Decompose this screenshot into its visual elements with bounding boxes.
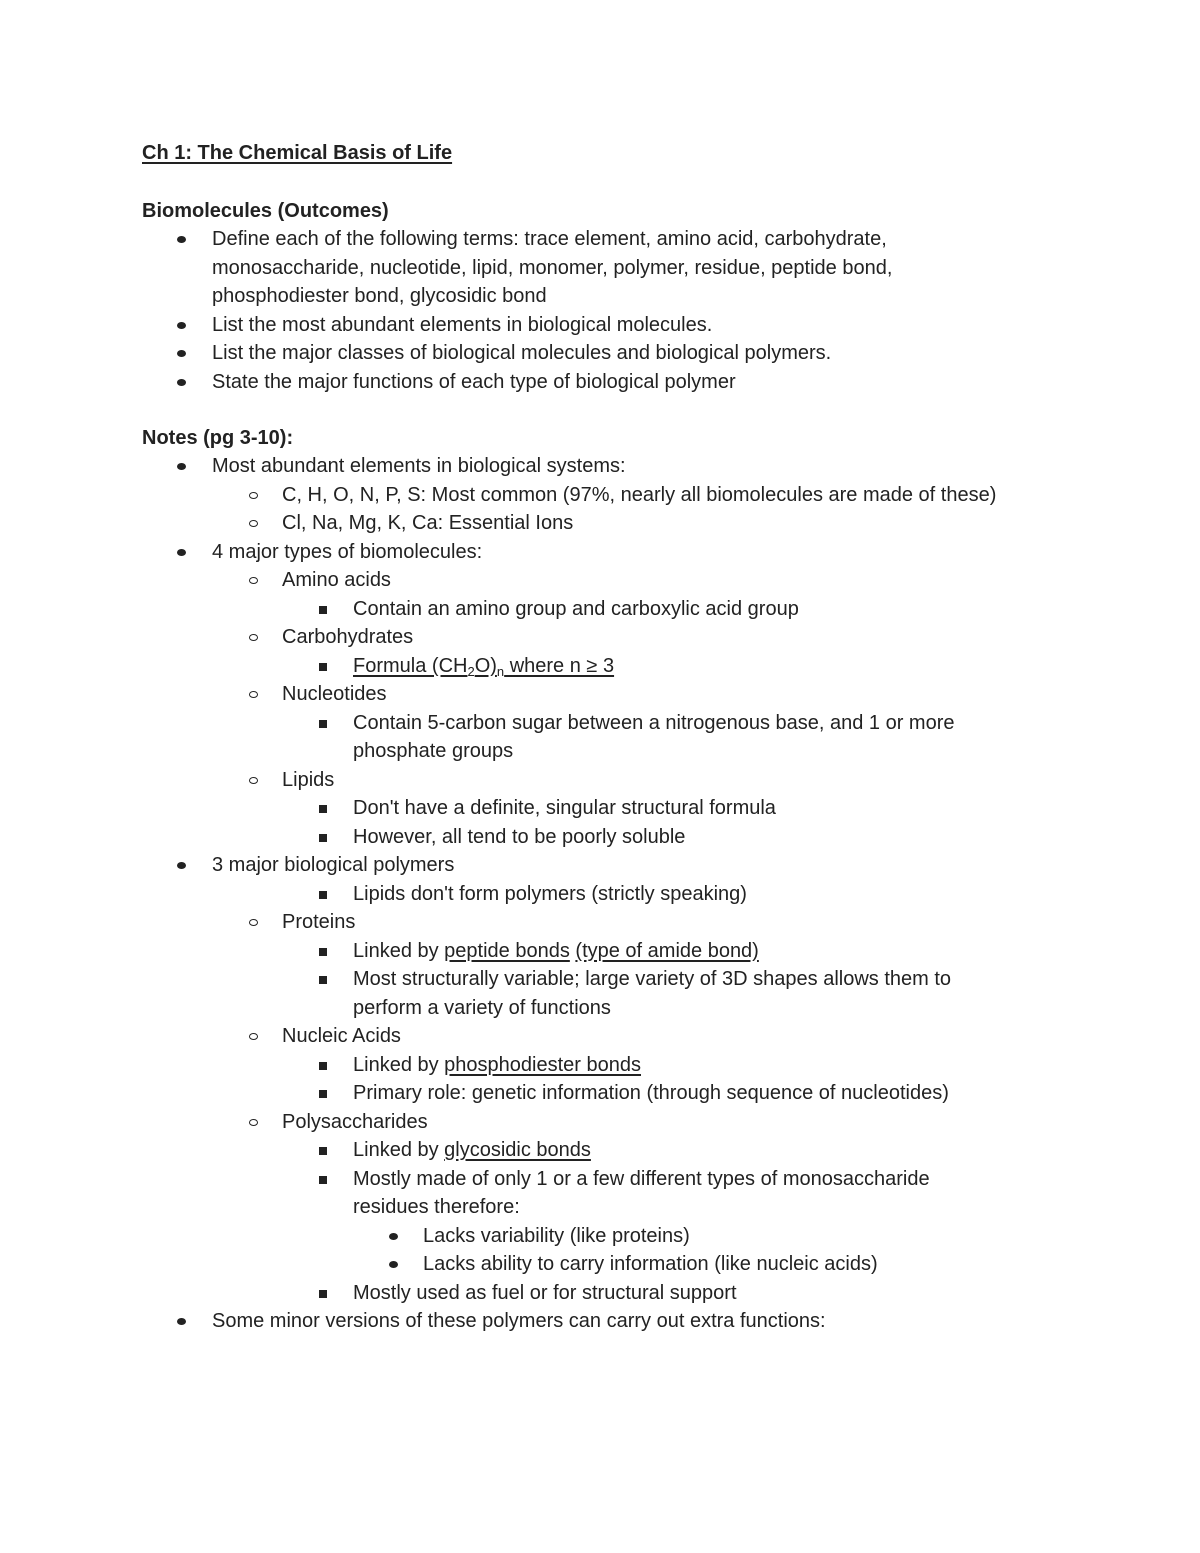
list-item: Don't have a definite, singular structural formula: [142, 794, 1102, 823]
list-item: Proteins: [142, 908, 1102, 937]
list-item: Most abundant elements in biological systems:: [142, 452, 1102, 481]
list-item: 3 major biological polymers: [142, 851, 1102, 880]
bullet-square-icon: [319, 805, 327, 813]
bullet-circle-icon: [249, 1033, 258, 1040]
list-item: Lacks variability (like proteins): [142, 1222, 1102, 1251]
list-item: 4 major types of biomolecules:: [142, 538, 1102, 567]
bullet-square-icon: [319, 720, 327, 728]
list-item: Mostly made of only 1 or a few different types of monosaccharide: [142, 1165, 1102, 1194]
bullet-disc-icon: [177, 1318, 186, 1325]
bullet-circle-icon: [249, 1119, 258, 1126]
bullet-circle-icon: [249, 919, 258, 926]
list-item-formula: Formula $(CH_2O)_n$ where n ≥ 3: [142, 652, 1102, 681]
bullet-disc-icon: [177, 379, 186, 386]
list-item: Cl, Na, Mg, K, Ca: Essential Ions: [142, 509, 1102, 538]
list-item: Nucleotides: [142, 680, 1102, 709]
list-item: However, all tend to be poorly soluble: [142, 823, 1102, 852]
list-item: Polysaccharides: [142, 1108, 1102, 1137]
list-item: Contain 5-carbon sugar between a nitrogenous base, and 1 or more: [142, 709, 1102, 738]
list-item-continuation: perform a variety of functions: [353, 996, 611, 1019]
bullet-circle-icon: [249, 634, 258, 641]
underlined-term: peptide bonds: [444, 939, 570, 962]
list-item: Most structurally variable; large variety of 3D shapes allows them to: [142, 965, 1102, 994]
list-item: State the major functions of each type of biological polymer: [142, 368, 1102, 397]
bullet-square-icon: [319, 976, 327, 984]
bullet-square-icon: [319, 834, 327, 842]
underlined-term: glycosidic bonds: [444, 1139, 591, 1161]
bullet-square-icon: [319, 1090, 327, 1098]
bullet-disc-icon: [177, 236, 186, 243]
bullet-disc-icon: [389, 1261, 398, 1268]
list-item: Some minor versions of these polymers can carry out extra functions:: [142, 1307, 1102, 1336]
list-item-continuation: monosaccharide, nucleotide, lipid, monomer, polymer, residue, peptide bond,: [212, 256, 893, 279]
bullet-square-icon: [319, 663, 327, 671]
bullet-disc-icon: [177, 549, 186, 556]
bullet-circle-icon: [249, 520, 258, 527]
list-item: C, H, O, N, P, S: Most common (97%, nearly all biomolecules are made of these): [142, 481, 1102, 510]
page-title: Ch 1: The Chemical Basis of Life: [142, 142, 453, 164]
bullet-disc-icon: [177, 322, 186, 329]
bullet-circle-icon: [249, 691, 258, 698]
document-page: [142, 139, 1102, 1336]
list-item: Nucleic Acids: [142, 1022, 1102, 1051]
underlined-term: (type of amide bond): [575, 939, 759, 962]
bullet-disc-icon: [177, 862, 186, 869]
list-item: Primary role: genetic information (through sequence of nucleotides): [142, 1079, 1102, 1108]
bullet-disc-icon: [389, 1233, 398, 1240]
list-item: Mostly used as fuel or for structural support: [142, 1279, 1102, 1308]
list-item-continuation: phosphodiester bond, glycosidic bond: [212, 285, 547, 307]
bullet-square-icon: [319, 891, 327, 899]
list-item: Linked by phosphodiester bonds: [142, 1051, 1102, 1080]
bullet-circle-icon: [249, 777, 258, 784]
list-item: Define each of the following terms: trace element, amino acid, carbohydrate,: [142, 225, 1102, 254]
bullet-square-icon: [319, 948, 327, 956]
bullet-square-icon: [319, 1147, 327, 1155]
list-item: Linked by peptide bonds (type of amide bond): [142, 937, 1102, 966]
list-item-continuation: residues therefore:: [353, 1196, 520, 1218]
bullet-square-icon: [319, 1062, 327, 1070]
list-item: Lipids don't form polymers (strictly speaking): [142, 880, 1102, 909]
underlined-term: phosphodiester bonds: [444, 1053, 641, 1076]
list-item: Lacks ability to carry information (like nucleic acids): [142, 1250, 1102, 1279]
list-item: Carbohydrates: [142, 623, 1102, 652]
list-item: Amino acids: [142, 566, 1102, 595]
section-heading-notes: Notes (pg 3-10):: [142, 427, 294, 449]
bullet-square-icon: [319, 1290, 327, 1298]
bullet-square-icon: [319, 606, 327, 614]
list-item: Contain an amino group and carboxylic acid group: [142, 595, 1102, 624]
bullet-disc-icon: [177, 350, 186, 357]
list-item: List the major classes of biological molecules and biological polymers.: [142, 339, 1102, 368]
bullet-disc-icon: [177, 463, 186, 470]
bullet-circle-icon: [249, 577, 258, 584]
list-item: Lipids: [142, 766, 1102, 795]
section-heading-outcomes: Biomolecules (Outcomes): [142, 200, 389, 222]
list-item: List the most abundant elements in biological molecules.: [142, 311, 1102, 340]
list-item-continuation: phosphate groups: [353, 740, 514, 762]
list-item: Linked by glycosidic bonds: [142, 1136, 1102, 1165]
bullet-square-icon: [319, 1176, 327, 1184]
bullet-circle-icon: [249, 492, 258, 499]
